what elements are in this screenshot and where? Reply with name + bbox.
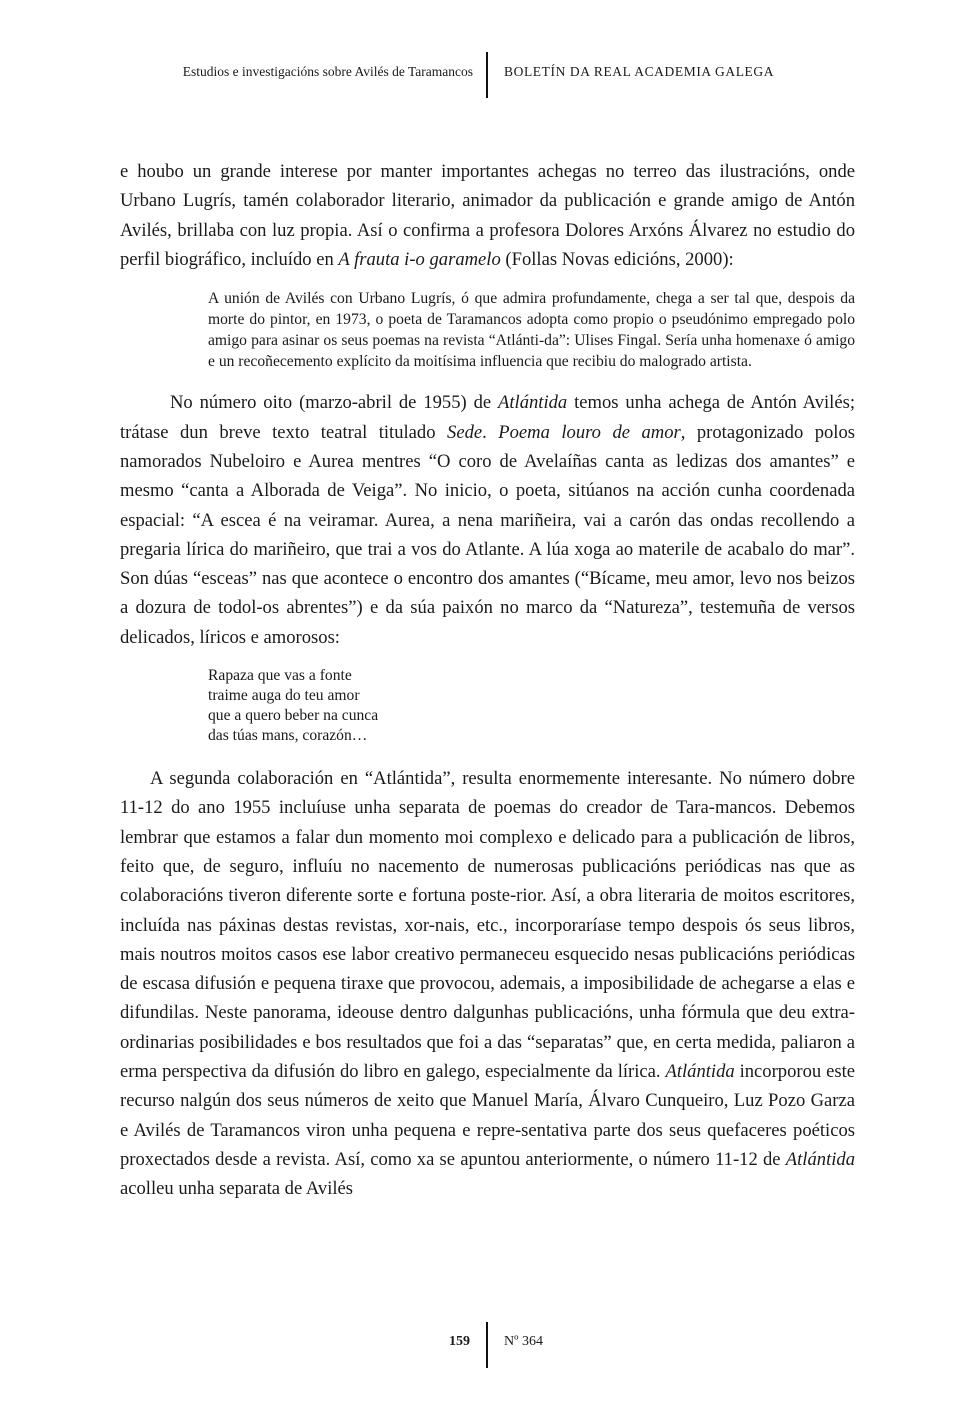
header-section-title: Estudios e investigacións sobre Avilés de Taramancos <box>182 64 473 79</box>
work-title: Sede <box>447 421 483 443</box>
verse-quote <box>208 666 855 746</box>
paragraph-text: No número oito (marzo-abril de 1955) de <box>170 392 499 414</box>
paragraph-text: temos unha achega de Antón Avilés; trátase dun breve texto teatral titulado <box>120 392 855 443</box>
verse-line: que a quero beber na cunca <box>208 707 379 725</box>
book-title: A frauta i-o garamelo <box>338 248 501 270</box>
paragraph-1 <box>120 157 855 274</box>
paragraph-text: A segunda colaboración en “Atlántida”, resulta enormemente interesante. No número dobre 11-12 do ano 1955 incluíuse unha separata de poemas do creador de Tara-mancos. Debemos lembrar que estamos a falar dun momento moi complexo e delicado para a publicación de libros, feito que, de seguro, influíu no nacemento de numerosas publicacións periódicas nas que as colaboracións tiveron diferente sorte e fortuna poste-rior. Así, a obra literaria de moitos escritores, incluída nas páxinas destas revistas, xor-nais, etc., incorporaríase tempo despois ós seus libros, mais noutros moitos casos ese labor creativo permaneceu esquecido nesas publicacións periódicas de escasa difusión e pequena tiraxe que provocou, ademais, a imposibilidade de achegarse a elas e difundilas. Neste panorama, ideouse dentro dalgunhas publicacións, unha fórmula que deu extra-ordinarias posibilidades e bos resultados que foi a das “separatas” que, en certa medida, paliaron a erma perspectiva da difusión do libro en galego, especialmente da lírica. <box>120 768 855 1083</box>
page-body <box>120 157 855 1204</box>
paragraph-2 <box>120 388 855 652</box>
paragraph-text: , protagonizado polos namorados Nubeloiro e Aurea mentres “O coro de Avelaíñas canta as ledizas dos amantes” e mesmo “canta a Alborada de Veiga”. No inicio, o poeta, sitúanos na acción cunha coordenada espacial: “A escea é na veiramar. Aurea, a nena mariñeira, vai a carón das ondas recollendo a pregaria lírica do mariñeiro, que trai a vos do Atlante. A lúa xoga ao materile de acabalo do mar”. Son dúas “esceas” nas que acontece o encontro dos amantes (“Bícame, meu amor, levo nos beizos a dozura de todol-os abrentes”) e da súa paixón no marco da “Natureza”, testemuña de versos delicados, líricos e amorosos: <box>120 421 856 648</box>
issue-number: Nº 364 <box>504 1334 543 1349</box>
paragraph-text: incorporou este recurso nalgún dos seus números de xeito que Manuel María, Álvaro Cunqueiro, Luz Pozo Garza e Avilés de Taramancos viron unha pequena e repre-sentativa parte dos seus quefaceres poéticos proxectados desde a revista. Así, como xa se apuntou anteriormente, o número 11-12 de <box>120 1061 855 1170</box>
journal-title: Atlántida <box>785 1148 855 1170</box>
paragraph-text: . <box>482 421 499 443</box>
paragraph-3 <box>120 764 855 1203</box>
running-header <box>0 52 975 100</box>
work-subtitle: Poema louro de amor <box>498 421 681 443</box>
header-journal-title: BOLETÍN DA REAL ACADEMIA GALEGA <box>504 64 775 79</box>
paragraph-text: acolleu unha separata de Avilés <box>120 1178 354 1200</box>
paragraph-text: e houbo un grande interese por manter importantes achegas no terreo das ilustracións, onde Urbano Lugrís, tamén colaborador literario, animador da publicación e grande amigo de Antón Avilés, brillaba con luz propia. Así o confirma a profesora Dolores Arxóns Álvarez no estudio do perfil biográfico, incluído en <box>120 161 855 270</box>
verse-line: traime auga do teu amor <box>208 687 360 705</box>
paragraph-text: (Follas Novas edicións, 2000): <box>500 248 734 270</box>
verse-line: Rapaza que vas a fonte <box>208 667 352 685</box>
journal-title: Atlántida <box>665 1061 735 1083</box>
block-quote: A unión de Avilés con Urbano Lugrís, ó que admira profundamente, chega a ser tal que, despois da morte do pintor, en 1973, o poeta de Taramancos adopta como propio o pseudónimo empregado polo amigo para asinar os seus poemas na revista “Atlánti-da”: Ulises Fingal. Sería unha homenaxe ó amigo e un recoñecemento explícito da moitísima influencia que recibiu do malogrado artista. <box>208 290 855 370</box>
footer-divider <box>486 1322 488 1368</box>
running-footer <box>0 1322 975 1370</box>
verse-line: das túas mans, corazón… <box>208 727 368 745</box>
page-number: 159 <box>449 1334 470 1349</box>
header-divider <box>486 52 488 98</box>
journal-title: Atlántida <box>498 392 568 414</box>
